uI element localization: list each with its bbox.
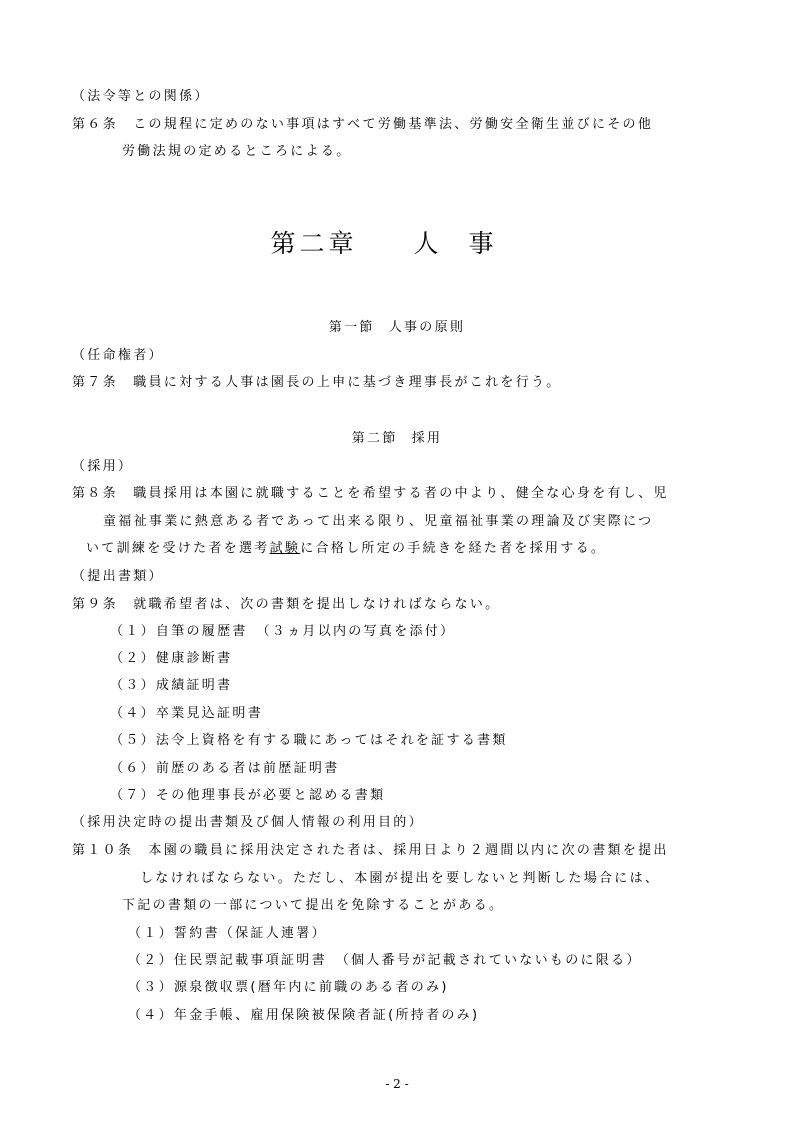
article-8-text-line-3 xyxy=(86,541,606,557)
page-number: - 2 - xyxy=(385,1077,409,1091)
article-6-text-line-1: 第６条 この規程に定めのない事項はすべて労働基準法、労働安全衛生並びにその他 xyxy=(72,117,654,132)
section-2-title xyxy=(0,431,794,447)
article-8-underlined-word: 試験 xyxy=(269,541,301,556)
article-9-item: （５）法令上資格を有する職にあってはそれを証する書類 xyxy=(110,733,508,748)
chapter-name: 人事 xyxy=(413,229,524,258)
section-1-number: 第一節 xyxy=(328,320,375,335)
article-9-text-line-1: 第９条 就職希望者は、次の書類を提出しなければならない。 xyxy=(72,597,501,612)
article-9-item: （３）成績証明書 xyxy=(110,678,233,693)
article-10-heading: （採用決定時の提出書類及び個人情報の利用目的） xyxy=(72,815,424,830)
article-10-item: （２）住民票記載事項証明書 （個人番号が記載されていないものに限る） xyxy=(128,953,642,968)
article-9-item: （６）前歴のある者は前歴証明書 xyxy=(110,761,340,776)
article-9-item: （１）自筆の履歴書 （３ヵ月以内の写真を添付） xyxy=(110,624,456,639)
article-10-item: （３）源泉徴収票(暦年内に前職のある者のみ) xyxy=(128,980,449,995)
article-6-text-line-2: 労働法規の定めるところによる。 xyxy=(122,144,352,159)
section-2-number: 第二節 xyxy=(351,431,398,446)
article-10-item: （４）年金手帳、雇用保険被保険者証(所持者のみ) xyxy=(128,1008,480,1023)
article-7-heading: （任命権者） xyxy=(72,348,164,363)
article-8-text-line-2: 童福祉事業に熱意ある者であって出来る限り、児童福祉事業の理論及び実際につ xyxy=(103,514,654,529)
article-10-text-line-2: しなければならない。ただし、本園が提出を要しないと判断した場合には、 xyxy=(140,871,661,886)
article-8-text-line-3-part-a: いて訓練を受けた者を選考 xyxy=(86,541,270,556)
article-9-item: （２）健康診断書 xyxy=(110,651,233,666)
article-10-text-line-1: 第１０条 本園の職員に採用決定された者は、採用日より２週間以内に次の書類を提出 xyxy=(72,843,669,858)
chapter-title xyxy=(0,228,794,260)
article-10-item: （１）誓約書（保証人連署） xyxy=(128,926,327,941)
article-10-text-line-3: 下記の書類の一部について提出を免除することがある。 xyxy=(122,898,505,913)
section-1-name: 人事の原則 xyxy=(388,320,466,335)
article-7-text-line-1: 第７条 職員に対する人事は園長の上申に基づき理事長がこれを行う。 xyxy=(72,375,562,390)
article-8-heading: （採用） xyxy=(72,459,134,474)
section-1-title xyxy=(0,320,794,336)
article-6-heading: （法令等との関係） xyxy=(72,89,210,104)
article-9-item: （７）その他理事長が必要と認める書類 xyxy=(110,788,386,803)
article-8-text-line-1: 第８条 職員採用は本園に就職することを希望する者の中より、健全な心身を有し、児 xyxy=(72,486,669,501)
section-2-name: 採用 xyxy=(411,431,443,446)
article-8-text-line-3-part-c: に合格し所定の手続きを経た者を採用する。 xyxy=(300,541,607,556)
article-9-item: （４）卒業見込証明書 xyxy=(110,706,264,721)
article-9-heading: （提出書類） xyxy=(72,569,164,584)
chapter-number: 第二章 xyxy=(270,229,358,258)
